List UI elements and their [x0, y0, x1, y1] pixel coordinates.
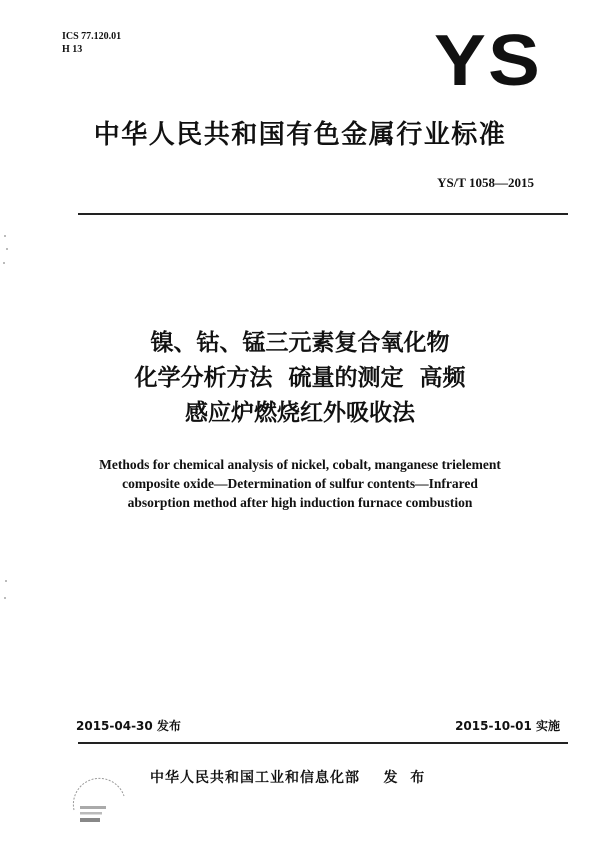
effective-date: 2015-10-01 实施 [455, 719, 560, 733]
english-title [0, 455, 600, 512]
english-title-line-1: Methods for chemical analysis of nickel, cobalt, manganese trielement [99, 457, 501, 472]
organization-title: 中华人民共和国有色金属行业标准 [93, 120, 507, 150]
ccs-code: H 13 [62, 44, 83, 55]
publish-date: 2015-04-30 发布 [76, 719, 181, 733]
circular-stamp-icon [66, 770, 132, 836]
chinese-title-line-1: 镍、钴、锰三元素复合氧化物 [150, 330, 450, 356]
chinese-title-line-2: 化学分析方法 硫量的测定 高频 [134, 365, 466, 391]
english-title-line-3: absorption method after high induction furnace combustion [127, 495, 473, 510]
chinese-title [0, 326, 600, 431]
bottom-divider [78, 742, 568, 744]
ys-logo: YS [433, 21, 542, 101]
top-divider [78, 213, 568, 215]
ics-code: ICS 77.120.01 [62, 31, 122, 42]
issuing-authority: 中华人民共和国工业和信息化部 发 布 [150, 770, 426, 786]
chinese-title-line-3: 感应炉燃烧红外吸收法 [185, 400, 415, 426]
standard-code: YS/T 1058—2015 [437, 175, 534, 190]
classification-codes [62, 30, 121, 56]
english-title-line-2: composite oxide—Determination of sulfur contents—Infrared [122, 476, 478, 491]
